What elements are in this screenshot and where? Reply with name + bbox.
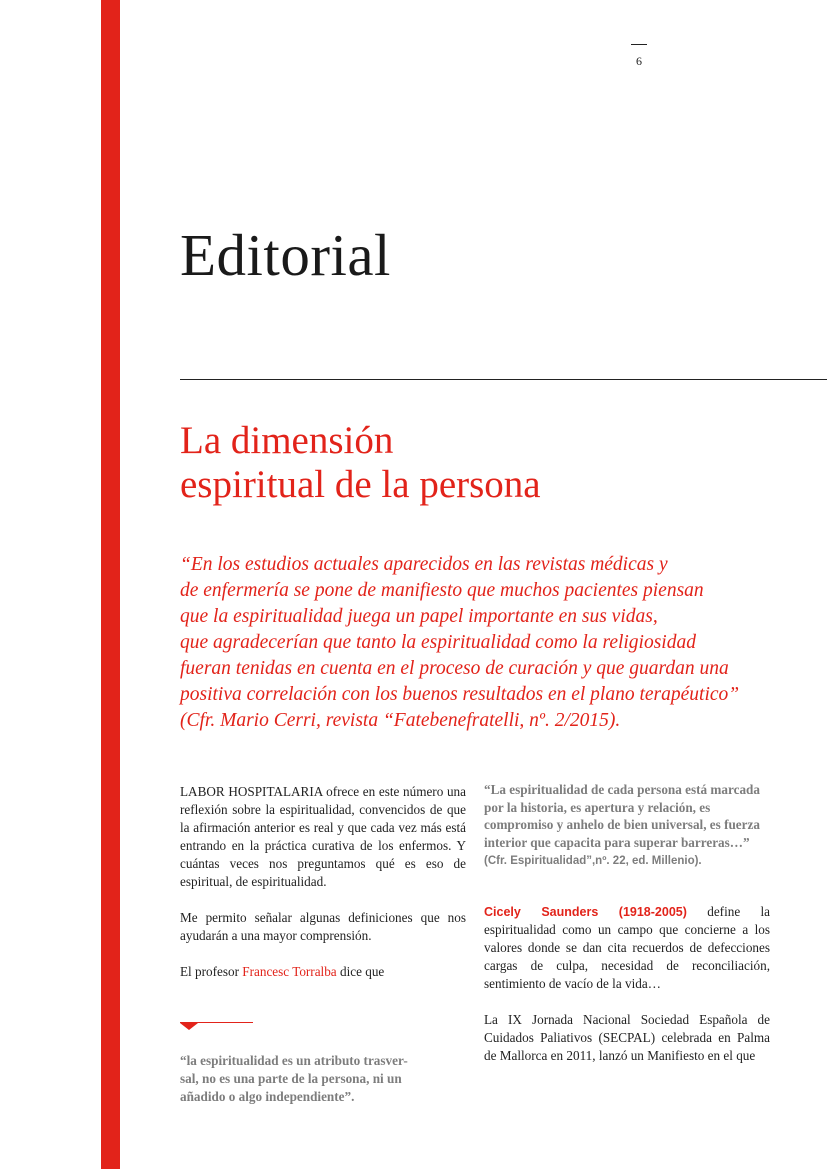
- lead-quote-line: que agradecerían que tanto la espiritualidad como la religiosidad: [180, 632, 696, 653]
- pull-quote-line: “la espiritualidad es un atributo trasver-: [180, 1053, 408, 1068]
- headline-line-1: La dimensión: [180, 419, 394, 462]
- pull-quote-text: “La espiritualidad de cada persona está marcada por la historia, es apertura y relación, es compromiso y anhelo de bien universal, es fuerza interior que capacita para superar barreras…”: [484, 782, 760, 850]
- pull-quote-line: añadido o algo independiente”.: [180, 1089, 355, 1104]
- right-column: [484, 781, 770, 1083]
- page-number: 6: [636, 54, 642, 68]
- red-margin-bar: [101, 0, 120, 1169]
- lead-quote-line: “En los estudios actuales aparecidos en las revistas médicas y: [180, 554, 668, 575]
- lead-quote-line: de enfermería se pone de manifiesto que muchos pacientes piensan: [180, 580, 704, 601]
- author-dates: (1918-2005): [598, 904, 687, 919]
- lead-quote-line: fueran tenidas en cuenta en el proceso de curación y que guardan una: [180, 658, 729, 679]
- body-paragraph: [180, 963, 466, 981]
- pull-quote-source: (Cfr. Espiritualidad”,nº. 22, ed. Millenio).: [484, 855, 702, 867]
- triangle-marker-icon: [180, 1023, 198, 1030]
- section-title: Editorial: [180, 222, 391, 288]
- title-divider: [180, 379, 827, 380]
- lead-quote-line: que la espiritualidad juega un papel importante en sus vidas,: [180, 606, 658, 627]
- pull-quote-torralba: [180, 1052, 450, 1106]
- pull-quote-line: sal, no es una parte de la persona, ni un: [180, 1071, 402, 1086]
- body-paragraph: [484, 903, 770, 993]
- author-name-torralba: Francesc Torralba: [242, 964, 337, 979]
- body-paragraph: Me permito señalar algunas definiciones que nos ayudarán a una mayor comprensión.: [180, 910, 466, 943]
- body-paragraph: LABOR HOSPITALARIA ofrece en este número una reflexión sobre la espiritualidad, convencidos de que la afirmación anterior es real y que cada vez más está entrando en la práctica curativa de los enfermos. Y cuántas veces nos preguntamos qué es eso de espiritual, de espiritualidad.: [180, 784, 466, 889]
- page-number-rule: [631, 44, 647, 45]
- author-name-saunders: Cicely Saunders: [484, 904, 599, 919]
- paragraph-text: El profesor: [180, 964, 243, 979]
- headline-line-2: espiritual de la persona: [180, 463, 541, 506]
- lead-quote-citation: (Cfr. Mario Cerri, revista “Fatebenefratelli, nº. 2/2015).: [180, 710, 621, 731]
- paragraph-text: define la espiritualidad como un campo que concierne a los valores donde se dan cita recuerdos de defecciones cargas de culpa, necesidad de reconciliación, sentimiento de vacío de la vida…: [484, 903, 771, 991]
- body-paragraph: La IX Jornada Nacional Sociedad Española de Cuidados Paliativos (SECPAL) celebrada en Palma de Mallorca en 2011, lanzó un Manifiesto en el que: [484, 1011, 770, 1063]
- pull-quote-espiritualidad: [484, 781, 770, 871]
- lead-quote: [180, 552, 780, 734]
- article-headline: [180, 419, 541, 507]
- paragraph-text: dice que: [336, 964, 385, 979]
- lead-quote-line: positiva correlación con los buenos resultados en el plano terapéutico”: [180, 684, 740, 705]
- left-column: [180, 783, 466, 999]
